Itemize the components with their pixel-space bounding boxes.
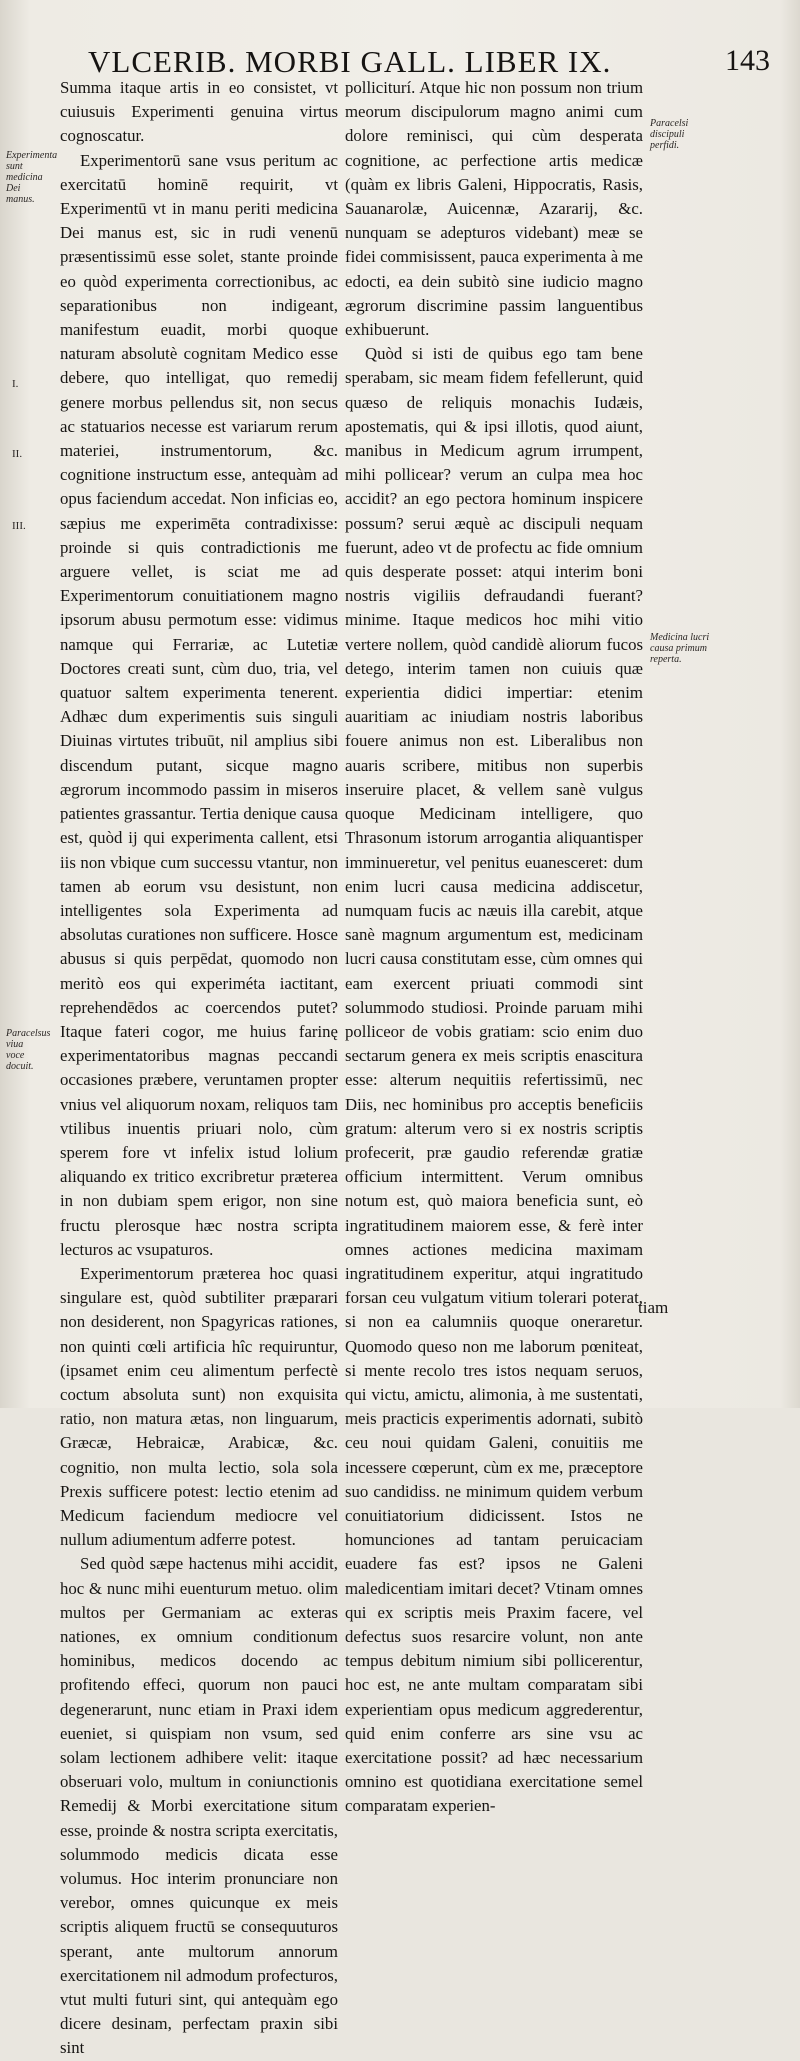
margin-numeral-1: I. bbox=[12, 378, 19, 390]
margin-note-paracelsus-viua: Paracelsus viua voce docuit. bbox=[6, 1028, 51, 1072]
running-title: VLCERIB. MORBI GALL. LIBER IX. bbox=[88, 44, 612, 79]
margin-note-paracelsi-discipuli: Paracelsi discipuli perfidi. bbox=[650, 118, 689, 151]
margin-numeral-3: III. bbox=[12, 520, 26, 532]
margin-note-experimenta: Experimenta sunt medicina Dei manus. bbox=[6, 150, 58, 205]
right-column bbox=[345, 76, 643, 1816]
right-paragraph-2: Quòd si isti de quibus ego tam bene sperabam, sic meam fidem fefellerunt, quid quæso de reliquis monachis Iudæis, apostematis, qui & ipsi illotis, quod aiunt, manibus in Medicum agrum irrumpent, mihi pollicear? verum an culpa mea hoc accidit? an ego pectora hominum inspicere possum? serui æquè ac discipuli nequam fuerunt, adeo vt de profectu ac fide omnium quis desperate posset: atqui interim boni nostris vigiliis defraudandi fuerant? minime. Itaque medicos hoc mihi vitio vertere nollem, quòd candidè aliorum fucos detego, interim tamen non cuiuis quæ experientia didici impertiar: etenim auaritiam ac iniudiam nostris laboribus fouere animus non est. Liberalibus non auaris scribere, mitibus non superbis inseruire placet, & vellem sanè vulgus quoque Medicinam intelligere, quo Thrasonum istorum arrogantia aliquantisper imminueretur, vel penitus euanesceret: dum enim lucri causa medicina addiscetur, numquam fucis ac næuis illa carebit, atque sanè magnum argumentum est, medicinam lucri causa constitutam esse, cùm omnes qui eam exercent priuati commodi sint solummodo studiosi. Proinde paruam mihi polliceor de vobis gratiam: scio enim duo sectarum genera ex meis scriptis enascitura esse: alterum nequitiis refertissimū, nec Diis, nec hominibus pro acceptis beneficiis gratum: alterum vero si ex nostris scriptis profecerit, præ gaudio referendæ gratiæ officium intermittent. Verum omnibus notum est, quò maiora beneficia sunt, eò ingratitudinem maiorem esse, & ferè inter omnes actiones medicina maximam ingratitudinem experitur, atqui ingratitudo forsan ceu vulgatum vitium tolerari poterat, si non ea calumniis quoque oneraretur. Quomodo queso non me laborum pœniteat, si mente recolo tres istos nequam seruos, qui victu, amictu, alimonia, à me sustentati, meis practicis experimentis adornati, subitò ceu noui quidam Galeni, conuitiis me incessere cœperunt, cùm ex me, præceptore suo candidiss. ne minimum quidem verbum conuitiatorium didicissent. Istos ne homunciones ad tantam peruicaciam euadere fas est? ipsos ne Galeni maledicentiam imitari decet? Vtinam omnes qui ex scriptis meis Praxim facere, vel defectus suos resarcire volunt, non ante tempus debitum nimium sibi pollicerentur, hoc est, ne ante multam comparatam sibi experientiam opus medicum aggrederentur, quid enim conferre ars sine vsu ac exercitatione possit? ad hæc necessarium omnino est quotidiana exercitatione semel comparatam experien- bbox=[345, 344, 643, 1816]
left-paragraph-3: Experimentorum præterea hoc quasi singulare est, quòd subtiliter præparari non desiderent, non Spagyricas rationes, non quinti cœli artificia hîc requiruntur, (ipsamet enim ceu alimentum perfectè coctum absoluta sunt) non exquisita ratio, non matura ætas, non linguarum, Græcæ, Hebraicæ, Arabicæ, &c. cognitio, non multa lectio, sola sola Prexis sufficere potest: lectio etenim ad Medicum faciendum mediocre vel nullum adiumentum adferre potest. bbox=[60, 1263, 338, 1550]
left-column bbox=[60, 76, 338, 2058]
page-number: 143 bbox=[725, 44, 770, 77]
left-paragraph-1: Summa itaque artis in eo consistet, vt cuiusuis Experimenti genuina virtus cognoscatur. bbox=[60, 78, 338, 146]
margin-numeral-2: II. bbox=[12, 448, 23, 460]
margin-note-medicina-lucri: Medicina lucri causa primum reperta. bbox=[650, 632, 710, 665]
left-paragraph-2: Experimentorū sane vsus peritum ac exercitatū hominē requirit, vt Experimentū vt in manu periti medicina Dei manus est, sic in rudi venenū præsentissimū esse solet, stante proinde eo quòd experimenta correctionibus, ac separationibus non indigeant, manifestum euadit, morbi quoque naturam absolutè cognitam Medico esse debere, quo intelligat, quo remedij genere morbus pellendus sit, non secus ac statuarios necesse est variarum rerum materiei, instrumentorum, &c. cognitione instructum esse, antequàm ad opus faciendum accedat. Non inficias eo, sæpius me experimēta contradixisse: proinde si quis contradictionis me arguere vellet, is sciat me ad Experimentorum conuitiationem magno ipsorum abusu permotum esse: vidimus namque qui Ferrariæ, ac Lutetiæ Doctores creati sunt, cùm duo, tria, vel quatuor saltem experimenta tenerent. Adhæc dum experimentis suis singuli Diuinas virtutes tribuūt, nil amplius sibi discendum putant, sicque magno ægrorum incommodo passim in miseros patientes grassantur. Tertia denique causa est, quòd ij qui experimenta callent, etsi iis non vbique cum successu vtantur, non tamen ab eorum vsu desistunt, non intelligentes sola Experimenta ad absolutas curationes non sufficere. Hosce abusus si quis perpēdat, quomodo non meritò eos qui experiméta iactitant, reprehendēdos ac coercendos putet? Itaque fateri cogor, me huius farinę experimentatoribus magnas peccandi occasiones præbere, veruntamen propter vnius vel aliquorum noxam, reliquos tam vtilibus inuentis priuari nolo, cùm sperem fore vt infelix istud lolium aliquando ex tritico excribretur præterea in non dubiam spem erigor, non sine fructu plerosque hæc nostra scripta lecturos ac vsupaturos. bbox=[60, 150, 338, 1259]
catchword: tiam bbox=[638, 1298, 669, 1317]
right-paragraph-1: polliciturí. Atque hic non possum non trium meorum discipulorum magno animi cum dolore reminisci, qui cùm desperata cognitione, ac perfectione artis medicæ (quàm ex libris Galeni, Hippocratis, Rasis, Sauanarolæ, Auicennæ, Azararij, &c. nunquam se adepturos videbant) meæ se fidei commisissent, pauca experimenta à me edocti, ea dein subitò sine iudicio magno ægrorum discrimine passim languentibus exhibuerunt. bbox=[345, 78, 643, 340]
left-paragraph-4: Sed quòd sæpe hactenus mihi accidit, hoc & nunc mihi euenturum metuo. olim multos per Germaniam ac exteras nationes, ex omnium conditionum hominibus, medicos docendo ac profitendo effeci, quorum non pauci degenerarunt, nunc etiam in Praxi idem eueniet, si quispiam non vsum, sed solam lectionem adhibere velit: itaque obseruari volo, multum in coniunctionis Remedij & Morbi exercitatione situm esse, proinde & nostra scripta exercitatis, solummodo medicis dicata esse volumus. Hoc interim pronunciare non verebor, omnes quicunque ex meis scriptis aliquem fructū se consequuturos sperant, ante multorum annorum exercitationem nil admodum profecturos, vtut multi futuri sint, qui antequàm ego dicere desinam, perfectam praxin sibi sint bbox=[60, 1554, 338, 2058]
